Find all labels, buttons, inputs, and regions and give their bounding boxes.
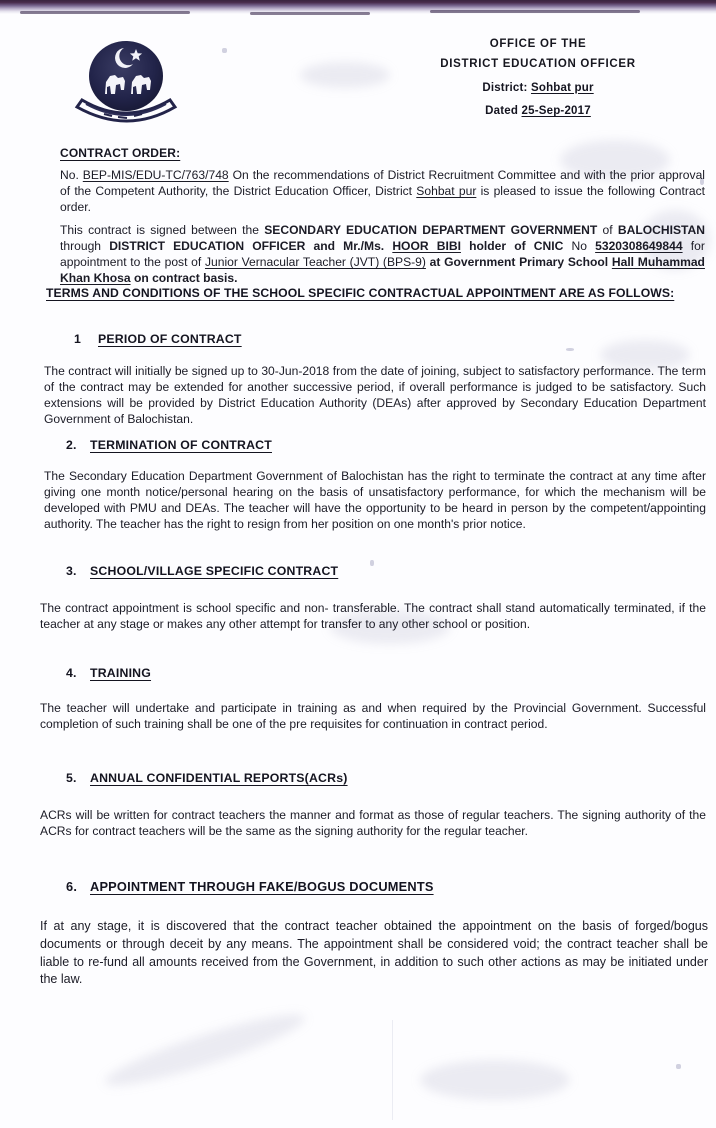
contract-order-district: Sohbat pur <box>416 184 477 199</box>
parties-lead-in: This contract is signed between the <box>60 223 259 237</box>
dated-label: Dated <box>485 104 519 117</box>
parties-of: of <box>602 223 613 237</box>
parties-office: DISTRICT EDUCATION OFFICER <box>109 239 306 254</box>
terms-and-conditions-heading: TERMS AND CONDITIONS OF THE SCHOOL SPECIFIC CONTRACTUAL APPOINTMENT ARE AS FOLLOWS: <box>46 286 675 300</box>
section-number-3: 3. <box>66 564 77 578</box>
district-label: District: <box>482 81 528 94</box>
section-heading-6 <box>66 879 434 894</box>
scan-smudge <box>420 1060 570 1100</box>
contract-order-paragraph <box>60 167 705 215</box>
section-title-4: TRAINING <box>90 666 152 680</box>
section-heading-2 <box>66 438 272 452</box>
section-number-6: 6. <box>66 879 78 894</box>
section-heading-1 <box>74 332 242 346</box>
contract-no-label: No. <box>60 168 79 182</box>
post-title: Junior Vernacular Teacher (JVT) (BPS-9) <box>204 255 426 270</box>
scan-streak <box>250 12 370 15</box>
contract-order-title: CONTRACT ORDER: <box>60 146 181 160</box>
section-title-2: TERMINATION OF CONTRACT <box>90 438 272 452</box>
district-value: Sohbat pur <box>530 81 594 94</box>
section-number-4: 4. <box>66 666 77 680</box>
office-header-block <box>388 36 688 119</box>
section-body-1: The contract will initially be signed up to 30-Jun-2018 from the date of joining, subject to satisfactory performance. The term of the contract may be extended for another successive period, if overall performance is judged to be satisfactory. Such extensions will be provided by District Education Authority (DEAs) after approved by Secondary Education Department Government of Balochistan. <box>44 364 706 427</box>
district-field <box>388 80 688 96</box>
section-title-3: SCHOOL/VILLAGE SPECIFIC CONTRACT <box>90 564 339 578</box>
section-heading-3 <box>66 564 338 578</box>
id-type-label: CNIC <box>533 239 564 254</box>
scan-fold-line <box>392 1020 393 1120</box>
parties-and: and <box>313 239 335 254</box>
parties-salutation: Mr./Ms. <box>343 239 385 254</box>
parties-paragraph <box>60 222 705 286</box>
cnic-no-label: No <box>571 239 587 254</box>
government-seal-emblem <box>74 34 178 130</box>
section-body-3: The contract appointment is school specific and non- transferable. The contract shall stand automatically terminated, if the teacher at any stage or makes any other attempt for transfer to any other school or position. <box>40 601 706 632</box>
cnic-value: 5320308649844 <box>595 239 683 254</box>
scan-streak <box>430 10 640 13</box>
section-number-2: 2. <box>66 438 77 452</box>
scan-streak <box>20 11 190 14</box>
scan-speck <box>222 48 227 53</box>
teacher-name: HOOR BIBI <box>392 239 461 254</box>
section-number-1: 1 <box>74 332 82 346</box>
contract-order-body-end: is pleased to issue the following Contract order. <box>60 184 705 215</box>
contract-reference-no: BEP-MIS/EDU-TC/763/748 <box>82 168 229 182</box>
at-school-text: at Government Primary School <box>429 255 609 270</box>
contract-order-body: On the recommendations of District Recruitment Committee and with the prior approval of the Competent Authority, the District Education Officer, District <box>60 168 705 199</box>
section-number-5: 5. <box>66 771 77 785</box>
scan-speck <box>370 560 374 566</box>
section-body-2: The Secondary Education Department Government of Balochistan has the right to terminate the contract at any time after giving one month notice/personal hearing on the basis of unsatisfactory performance, for which the mechanism will be developed with PMU and DEAs. The teacher will have the opportunity to be heard in person by the competent/appointing authority. The teacher has the right to resign from her position on one month's prior notice. <box>44 469 706 532</box>
emblem-svg <box>74 34 178 130</box>
section-body-5: ACRs will be written for contract teachers the manner and format as those of regular teachers. The signing authority of the ACRs for contract teachers will be the same as the signing authority for the regular teacher. <box>40 808 706 839</box>
dated-value: 25-Sep-2017 <box>521 104 591 117</box>
office-title-line-2: DISTRICT EDUCATION OFFICER <box>440 58 636 71</box>
scan-smudge <box>101 1003 310 1096</box>
section-heading-5 <box>66 771 348 785</box>
section-body-6: If at any stage, it is discovered that the contract teacher obtained the appointment on the basis of forged/bogus documents or through deceit by any means. The appointment shall be considered void; the contract teacher shall be liable to re-fund all amounts received from the Government, in addition to such other actions as may be initiated under the law. <box>40 919 708 987</box>
scan-smudge <box>300 62 390 88</box>
scan-speck <box>566 348 574 351</box>
section-body-4: The teacher will undertake and participate in training as and when required by the Provincial Government. Successful completion of such training shall be one of the pre requisites for continuation in contract period. <box>40 701 706 732</box>
section-heading-4 <box>66 666 151 680</box>
scan-speck <box>676 1064 681 1069</box>
section-title-1: PERIOD OF CONTRACT <box>98 332 242 346</box>
dated-field <box>388 103 688 119</box>
appointment-text: for appointment to the post of <box>60 239 705 270</box>
parties-department: SECONDARY EDUCATION DEPARTMENT GOVERNMENT <box>264 223 598 237</box>
school-name: Hall Muhammad Khan Khosa <box>60 255 705 286</box>
parties-through: through <box>60 239 102 254</box>
parties-province: BALOCHISTAN <box>617 223 705 237</box>
office-title-line-1: OFFICE OF THE <box>489 38 587 50</box>
contract-basis-text: on contract basis. <box>133 271 238 286</box>
section-title-5: ANNUAL CONFIDENTIAL REPORTS(ACRs) <box>90 771 348 785</box>
section-title-6: APPOINTMENT THROUGH FAKE/BOGUS DOCUMENTS <box>90 879 434 894</box>
parties-holder-of: holder of <box>469 239 526 254</box>
